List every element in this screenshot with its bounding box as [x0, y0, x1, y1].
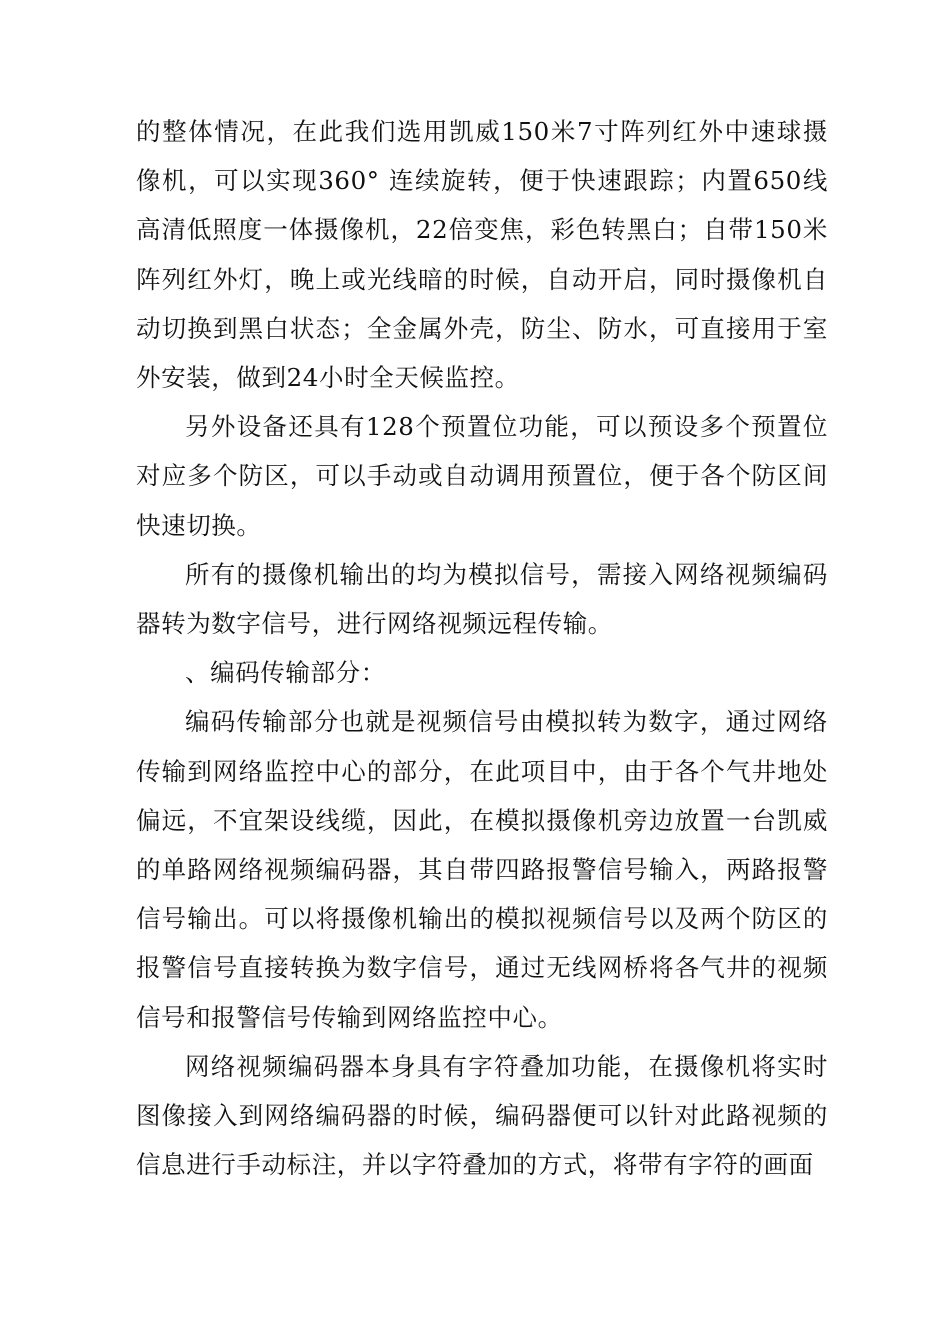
paragraph-preset-positions: 另外设备还具有128个预置位功能，可以预设多个预置位对应多个防区，可以手动或自动调用预置位，便于各个防区间快速切换。 [136, 412, 828, 540]
paragraph-encoding-transmission: 编码传输部分也就是视频信号由模拟转为数字，通过网络传输到网络监控中心的部分，在此项目中，由于各个气井地处偏远，不宜架设线缆，因此，在模拟摄像机旁边放置一台凯威的单路网络视频编码器，其自带四路报警信号输入，两路报警信号输出。可以将摄像机输出的模拟视频信号以及两个防区的报警信号直接转换为数字信号，通过无线网桥将各气井的视频信号和报警信号传输到网络监控中心。 [136, 707, 828, 1032]
paragraph-character-overlay: 网络视频编码器本身具有字符叠加功能，在摄像机将实时图像接入到网络编码器的时候，编码器便可以针对此路视频的信息进行手动标注，并以字符叠加的方式，将带有字符的画面 [136, 1051, 828, 1180]
document-body [136, 107, 828, 1189]
section-heading-encoding-transmission: 、编码传输部分： [185, 658, 386, 688]
paragraph-camera-specs: 的整体情况，在此我们选用凯威150米7寸阵列红外中速球摄像机，可以实现360° 连续旋转，便于快速跟踪；内置650线高清低照度一体摄像机，22倍变焦，彩色转黑白；自带150米阵列红外灯，晚上或光线暗的时候，自动开启，同时摄像机自动切换到黑白状态；全金属外壳，防尘、防水，可直接用于室外安装，做到24小时全天候监控。 [136, 117, 828, 393]
paragraph-analog-signal: 所有的摄像机输出的均为模拟信号，需接入网络视频编码器转为数字信号，进行网络视频远程传输。 [136, 559, 828, 639]
